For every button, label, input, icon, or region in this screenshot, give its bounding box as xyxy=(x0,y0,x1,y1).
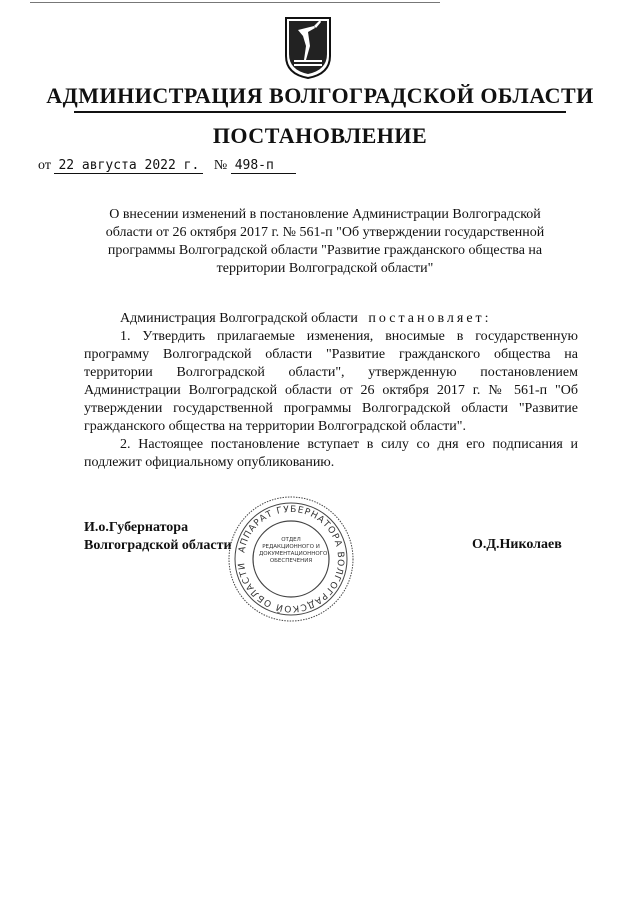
document-subject: О внесении изменений в постановление Администрации Волгоградской области от 26 октября 2017 г. № 561-п "Об утверждении государственной программы Волгоградской области "Развитие гражданского общества на территории Волгоградской области" xyxy=(105,207,545,276)
document-body xyxy=(84,310,578,472)
stamp-ring-text: АППАРАТ ГУБЕРНАТОРА ВОЛГОГРАДСКОЙ ОБЛАСТИ xyxy=(236,504,346,614)
signer-title-line-1: И.о.Губернатора xyxy=(84,520,189,535)
item-2-paragraph: 2. Настоящее постановление вступает в силу со дня его подписания и подлежит официальному опубликованию. xyxy=(84,437,578,470)
intro-verb: постановляет: xyxy=(368,311,492,326)
stamp-center-line-3: ДОКУМЕНТАЦИОННОГО xyxy=(259,551,328,557)
document-number: 498-п xyxy=(231,158,296,174)
header-rule xyxy=(74,111,566,113)
organization-name: АДМИНИСТРАЦИЯ ВОЛГОГРАДСКОЙ ОБЛАСТИ xyxy=(46,83,594,108)
intro-prefix: Администрация Волгоградской области xyxy=(120,311,358,326)
document-type-title: ПОСТАНОВЛЕНИЕ xyxy=(212,123,428,148)
stamp-center-line-1: ОТДЕЛ xyxy=(281,537,301,543)
stamp-center-line-2: РЕДАКЦИОННОГО И xyxy=(262,544,320,550)
signer-title-line-2: Волгоградской области xyxy=(84,538,232,553)
intro-paragraph xyxy=(84,310,578,328)
signer-name: О.Д.Николаев xyxy=(472,537,562,552)
number-label: № xyxy=(213,158,228,173)
stamp-center-line-4: ОБЕСПЕЧЕНИЯ xyxy=(269,558,313,564)
dateline xyxy=(38,158,296,174)
item-1-paragraph: 1. Утвердить прилагаемые изменения, вносимые в государственную программу Волгоградской области "Развитие гражданского общества на территории Волгоградской области", утвержденную постановлением Администрации Волгоградской области от 26 октября 2017 г. № 561-п "Об утверждении государственной программы Волгоградской области "Развитие гражданского общества на территории Волгоградской области". xyxy=(84,329,578,434)
coat-of-arms-icon xyxy=(284,16,332,80)
stamp-center-text xyxy=(259,537,328,565)
scan-edge-line xyxy=(30,2,440,3)
signer-title xyxy=(84,519,232,555)
date-from-label: от xyxy=(38,158,51,173)
document-date: 22 августа 2022 г. xyxy=(54,158,203,174)
